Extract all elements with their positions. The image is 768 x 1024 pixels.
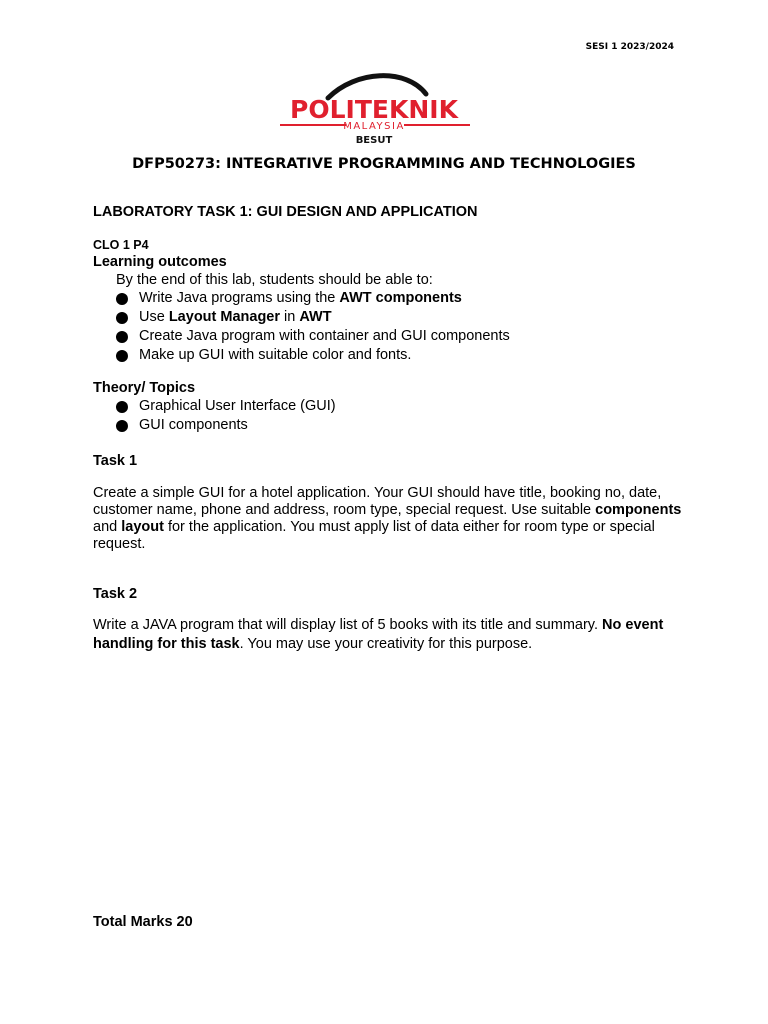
lab-content — [93, 204, 683, 654]
logo-campus-text: BESUT — [355, 135, 393, 146]
course-title: DFP50273: INTEGRATIVE PROGRAMMING AND TECHNOLOGIES — [132, 156, 636, 172]
bullet-icon — [116, 293, 128, 305]
bullet-icon — [116, 401, 128, 413]
list-item: GUI components — [93, 416, 683, 435]
task2-heading: Task 2 — [93, 586, 138, 602]
task2-description: Write a JAVA program that will display list of 5 books with its title and summary. No event handling for this task. You may use your creativity for this purpose. — [93, 617, 664, 652]
theory-list — [93, 397, 683, 435]
list-item: Create Java program with container and GUI components — [93, 327, 683, 346]
outcomes-heading: Learning outcomes — [93, 254, 227, 270]
total-marks: Total Marks 20 — [93, 914, 193, 930]
bullet-icon — [116, 350, 128, 362]
task1-heading: Task 1 — [93, 453, 138, 469]
logo-sub-text: MALAYSIA — [343, 121, 405, 132]
list-item: Use Layout Manager in AWT — [93, 308, 683, 327]
outcomes-intro: By the end of this lab, students should be able to: — [116, 272, 433, 288]
lab-title: LABORATORY TASK 1: GUI DESIGN AND APPLICATION — [93, 204, 478, 220]
bullet-icon — [116, 420, 128, 432]
bullet-icon — [116, 312, 128, 324]
theory-heading: Theory/ Topics — [93, 380, 196, 396]
bullet-icon — [116, 331, 128, 343]
logo-main-text: POLITEKNIK — [290, 95, 458, 124]
list-item: Make up GUI with suitable color and fonts. — [93, 346, 683, 365]
outcomes-list — [93, 289, 683, 365]
list-item: Write Java programs using the AWT components — [93, 289, 683, 308]
politeknik-logo — [276, 72, 472, 148]
list-item: Graphical User Interface (GUI) — [93, 397, 683, 416]
clo-label: CLO 1 P4 — [93, 238, 149, 252]
task1-description: Create a simple GUI for a hotel application. Your GUI should have title, booking no, date, customer name, phone and address, room type, special request. Use suitable components and layout for the application. You must apply list of data either for room type or special request. — [93, 485, 682, 552]
session-label: SESI 1 2023/2024 — [585, 42, 674, 52]
